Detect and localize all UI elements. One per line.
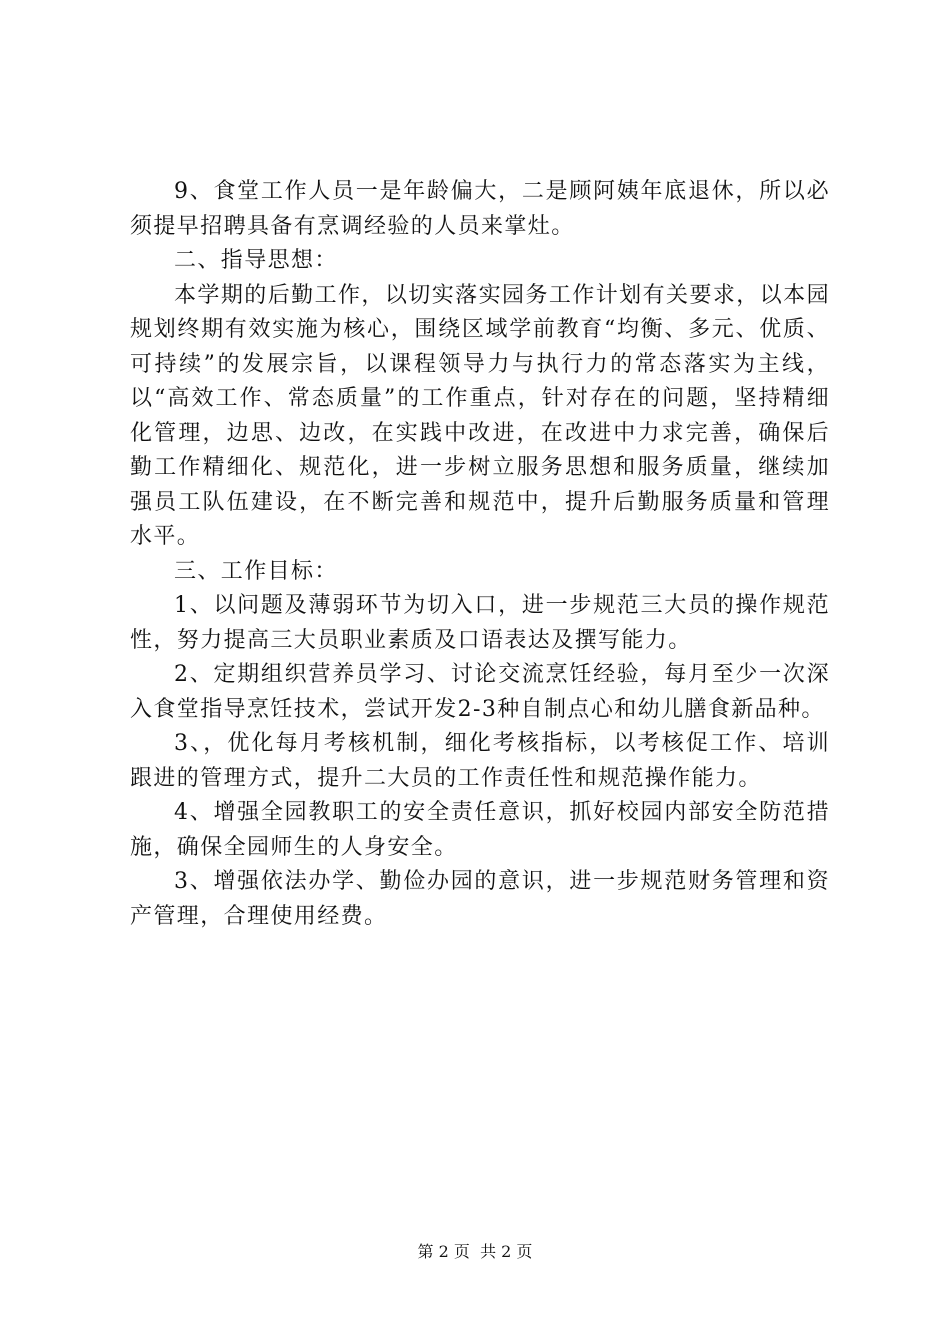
- paragraph-guiding-ideology: 本学期的后勤工作，以切实落实园务工作计划有关要求，以本园规划终期有效实施为核心，围绕区域学前教育“均衡、多元、优质、可持续”的发展宗旨，以课程领导力与执行力的常态落实为主线，以“高效工作、常态质量”的工作重点，针对存在的问题，坚持精细化管理，边思、边改，在实践中改进，在改进中力求完善，确保后勤工作精细化、规范化，进一步树立服务思想和服务质量，继续加强员工队伍建设，在不断完善和规范中，提升后勤服务质量和管理水平。: [130, 282, 830, 549]
- section-heading-guiding-ideology: 二、指导思想：: [174, 248, 338, 273]
- paragraph-goal-3: 3、，优化每月考核机制，细化考核指标，以考核促工作、培训跟进的管理方式，提升二大员的工作责任性和规范操作能力。: [130, 731, 830, 791]
- paragraph-goal-5: 3、增强依法办学、勤俭办园的意识，进一步规范财务管理和资产管理，合理使用经费。: [130, 869, 830, 929]
- page-footer: [0, 1242, 950, 1262]
- document-body: [130, 175, 830, 934]
- page-number-label: 第 2 页 共 2 页: [417, 1242, 533, 1261]
- paragraph-item-9-canteen: 9、食堂工作人员一是年龄偏大，二是顾阿姨年底退休，所以必须提早招聘具备有烹调经验的人员来掌灶。: [130, 179, 830, 239]
- paragraph-goal-4: 4、增强全园教职工的安全责任意识，抓好校园内部安全防范措施，确保全园师生的人身安全。: [130, 800, 830, 860]
- paragraph-goal-2: 2、定期组织营养员学习、讨论交流烹饪经验，每月至少一次深入食堂指导烹饪技术，尝试开发2-3种自制点心和幼儿膳食新品种。: [130, 662, 830, 722]
- paragraph-goal-1: 1、以问题及薄弱环节为切入口，进一步规范三大员的操作规范性，努力提高三大员职业素质及口语表达及撰写能力。: [130, 593, 830, 653]
- section-heading-work-goals: 三、工作目标：: [174, 558, 338, 584]
